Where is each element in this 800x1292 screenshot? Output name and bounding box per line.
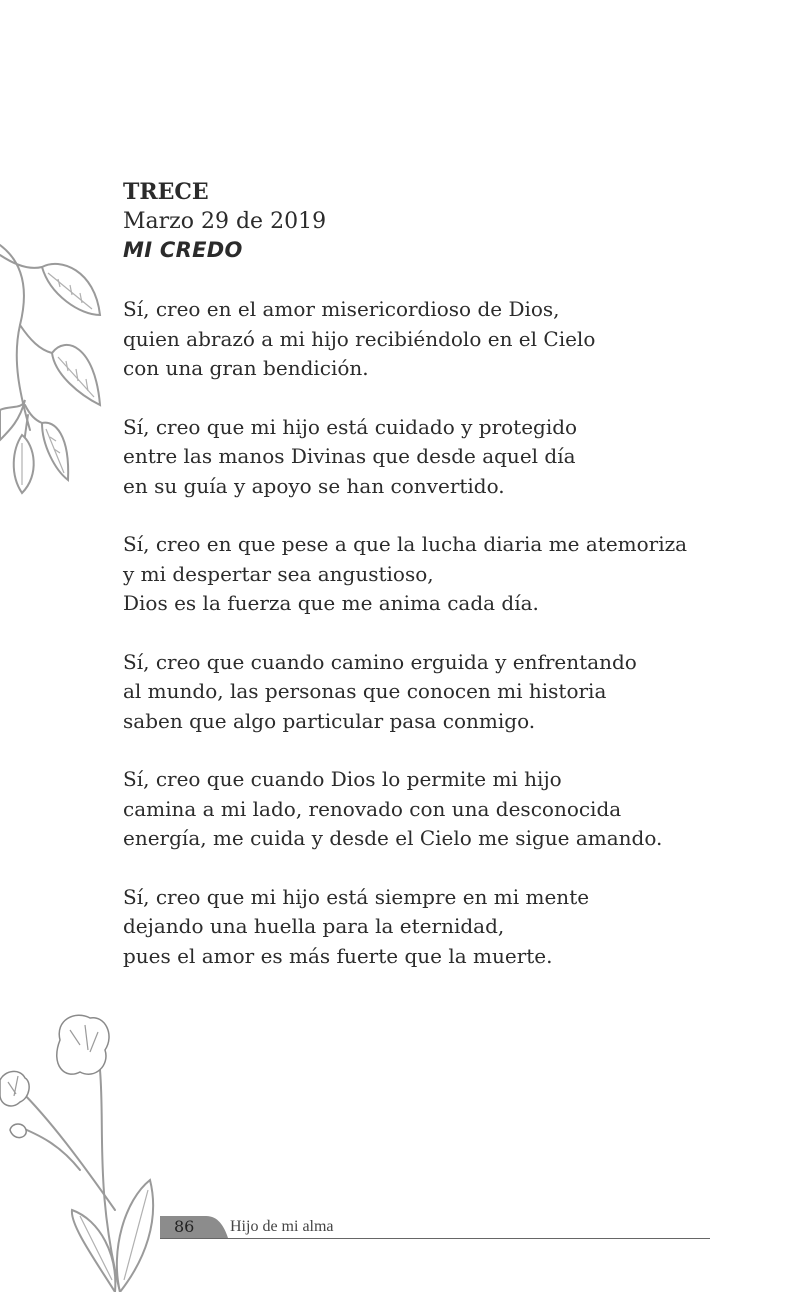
page-footer (160, 1214, 710, 1242)
stanza (123, 295, 763, 384)
stanza (123, 413, 763, 502)
verse-line: pues el amor es más fuerte que la muerte. (123, 943, 553, 968)
verse-line: entre las manos Divinas que desde aquel día (123, 444, 576, 468)
verse-line: en su guía y apoyo se han convertido. (123, 473, 505, 498)
poem (123, 178, 763, 1000)
verse-line: Sí, creo que mi hijo está siempre en mi mente (123, 884, 590, 909)
poem-date: Marzo 29 de 2019 (123, 209, 327, 234)
footer-divider (160, 1238, 710, 1239)
verse-line: saben que algo particular pasa conmigo. (123, 708, 536, 733)
verse-line: con una gran bendición. (123, 356, 369, 380)
wildflower-icon (0, 1010, 170, 1292)
leaf-branch-icon (0, 235, 110, 495)
page-number: 86 (174, 1217, 195, 1236)
verse-line: al mundo, las personas que conocen mi historia (123, 679, 607, 703)
verse-line: Sí, creo que cuando camino erguida y enfrentando (123, 649, 637, 674)
verse-line: quien abrazó a mi hijo recibiéndolo en el Cielo (123, 326, 596, 351)
poem-title: MI CREDO (123, 238, 243, 262)
poem-body (123, 295, 763, 971)
verse-line: camina a mi lado, renovado con una desconocida (123, 796, 622, 821)
verse-line: Sí, creo en el amor misericordioso de Dios, (123, 297, 560, 321)
stanza (123, 648, 763, 737)
verse-line: y mi despertar sea angustioso, (123, 561, 434, 586)
running-title: Hijo de mi alma (230, 1218, 334, 1235)
verse-line: Dios es la fuerza que me anima cada día. (123, 591, 539, 615)
stanza (123, 765, 763, 854)
stanza (123, 530, 763, 619)
verse-line: Sí, creo que mi hijo está cuidado y protegido (123, 414, 578, 439)
verse-line: Sí, creo en que pese a que la lucha diaria me atemoriza (123, 532, 688, 556)
verse-line: energía, me cuida y desde el Cielo me sigue amando. (123, 826, 663, 850)
poem-number: TRECE (123, 179, 209, 205)
stanza (123, 883, 763, 972)
verse-line: Sí, creo que cuando Dios lo permite mi hijo (123, 767, 562, 791)
verse-line: dejando una huella para la eternidad, (123, 914, 505, 938)
